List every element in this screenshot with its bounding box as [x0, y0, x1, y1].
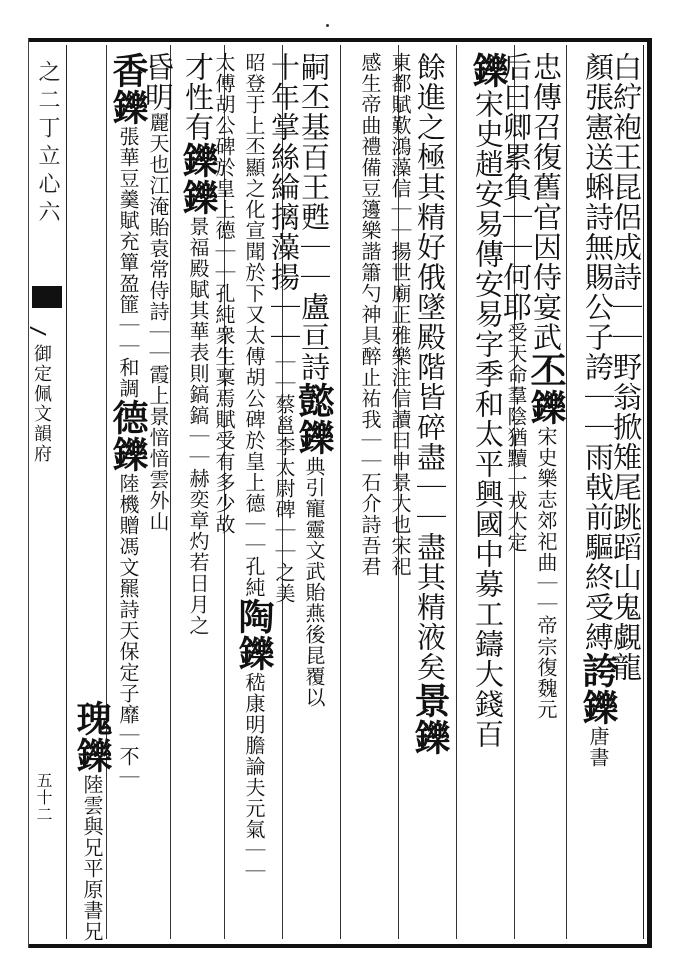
headword: 鑠 [467, 52, 509, 89]
column-note: 衆生稟焉賦受有多少故 [212, 325, 236, 535]
column-note: 宋史樂志郊祀曲｜｜帝宗復魏元 [534, 426, 558, 720]
margin-fragments: 之二丁立心六 [35, 60, 60, 228]
column-note: 景福殿賦其華表則鎬鎬｜｜赫奕章灼若日月之 [186, 216, 210, 636]
black-block-mark [32, 286, 62, 308]
column-text: 嗣丕基百王甦｜｜盧亘詩 [297, 52, 331, 382]
text-column [176, 52, 220, 636]
text-column [70, 700, 114, 942]
headword: 香鑠 [107, 52, 149, 126]
column-note: 典引寵靈文武貽燕後昆覆以 [302, 456, 326, 708]
headword: 懿鑠 [293, 382, 335, 456]
headword: 誇鑠 [577, 652, 619, 726]
column-text: 宋史趙安易傳安易字季和太平興國中募工鑄大錢百 [471, 89, 505, 749]
column-text: 才性有 [181, 52, 215, 142]
column-rule [340, 45, 341, 939]
column-note: 陸雲與兄平原書兄 [80, 774, 104, 942]
text-column [466, 52, 510, 749]
ink-speck [326, 24, 329, 27]
column-text: 昭登于上丕顯之化宣聞於下又太傅胡公碑於皇上德｜｜孔純 [242, 52, 266, 598]
book-title: 御定佩文韻府 [31, 344, 52, 464]
column-text: 張華豆羹賦充簞盈篚｜｜和調 [116, 126, 140, 399]
headword: 陶鑠 [233, 598, 275, 672]
headword: 瑰鑠 [71, 700, 113, 774]
column-rule [456, 45, 457, 939]
page-number: 五十二 [34, 772, 53, 823]
column-text: 太傅胡公碑於皇上德｜｜孔純 [212, 52, 236, 325]
column-text: 東都賦歎鴻藻信｜｜揚世廟正雅樂注信讀曰申景大也宋祀 [388, 52, 412, 577]
column-text: 后曰卿累負｜｜何耶 [499, 52, 533, 322]
text-column [106, 52, 150, 788]
text-column [348, 52, 392, 577]
column-text: 忠傳召復舊官因侍宴武 [529, 52, 563, 352]
headword: 鑠鑠 [177, 142, 219, 216]
column-text: 昏明 [141, 52, 175, 112]
column-note: 陸機贈馮文羆詩天保定子靡｜不｜ [116, 473, 140, 788]
headword: 丕鑠 [525, 352, 567, 426]
column-note: 麗天也江淹貽袁常侍詩｜｜霞上景愔愔雲外山 [146, 112, 170, 532]
column-note: 唐書 [586, 726, 610, 768]
column-text: 白紵袍王昆侶成詩｜｜野翁掀雉尾跳蹈山鬼覷龍 [609, 52, 643, 682]
text-column [576, 52, 620, 768]
column-text: 十年掌絲綸摛藻揚｜｜ [267, 52, 301, 352]
headword: 德鑠 [107, 399, 149, 473]
column-text: 顏張憲送蝌詩無賜公子誇｜｜雨戟前驅終受縛 [581, 52, 615, 652]
column-text: 感生帝曲禮備豆籩樂諧簫勺神具醉止祐我｜｜石介詩吾君 [358, 52, 382, 577]
headword: 景鑠 [409, 682, 451, 756]
column-note: 嵇康明膽論夫元氣｜｜ [242, 672, 266, 882]
column-text: 餘進之極其精好俄墜殿階皆碎盡｜｜盡其精液矣 [413, 52, 447, 682]
column-note: 受天命羣陰猶黷一戎大定 [504, 322, 528, 553]
column-note: ｜｜蔡邕李太尉碑｜｜之美 [272, 352, 296, 604]
